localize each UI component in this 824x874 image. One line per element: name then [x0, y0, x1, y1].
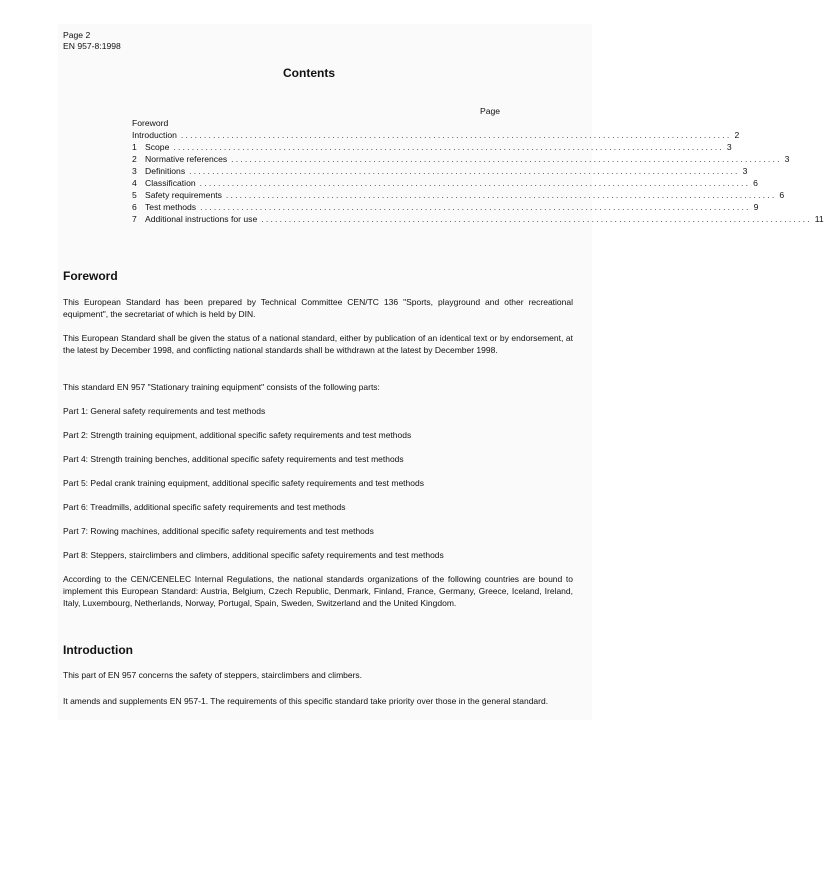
toc-entry[interactable] — [132, 153, 790, 165]
toc-entry-page: 6 — [779, 190, 785, 200]
toc-dot-leader: ........................................................................................................................ — [189, 166, 740, 176]
toc-entry-title: Normative references — [145, 154, 228, 164]
toc-entry[interactable] — [132, 189, 785, 201]
toc-page-label: Page — [480, 106, 501, 116]
toc-entry-page: 3 — [784, 154, 790, 164]
part-item: Part 5: Pedal crank training equipment, additional specific safety requirements and test methods — [63, 478, 424, 488]
toc-entry-number: 1 — [132, 142, 137, 152]
foreword-paragraph: This European Standard has been prepared by Technical Committee CEN/TC 136 "Sports, playground and other recreational equipment", the secretariat of which is held by DIN. — [63, 297, 573, 319]
introduction-heading: Introduction — [63, 643, 133, 657]
toc-entry-number: 6 — [132, 202, 137, 212]
toc-entry-number: 2 — [132, 154, 137, 164]
introduction-paragraph: This part of EN 957 concerns the safety of steppers, stairclimbers and climbers. — [63, 670, 363, 680]
foreword-paragraph: This standard EN 957 "Stationary training equipment" consists of the following parts: — [63, 382, 380, 392]
toc-entry-number: 3 — [132, 166, 137, 176]
toc-entry[interactable] — [132, 201, 759, 213]
toc-entry-page: 11 — [814, 214, 824, 224]
part-item: Part 7: Rowing machines, additional specific safety requirements and test methods — [63, 526, 374, 536]
part-item: Part 2: Strength training equipment, additional specific safety requirements and test methods — [63, 430, 412, 440]
toc-entry-number: 5 — [132, 190, 137, 200]
foreword-paragraph: This European Standard shall be given the status of a national standard, either by publication of an identical text or by endorsement, at the latest by December 1998, and conflicting national standards shall be withdrawn at the latest by December 1998. — [63, 333, 573, 355]
toc-dot-leader: ........................................................................................................................ — [225, 190, 777, 200]
toc-entry[interactable] — [132, 213, 824, 225]
toc-entry-number: 7 — [132, 214, 137, 224]
part-item: Part 1: General safety requirements and test methods — [63, 406, 266, 416]
foreword-paragraph: According to the CEN/CENELEC Internal Regulations, the national standards organizations of the following countries are bound to implement this European Standard: Austria, Belgium, Czech Republic, Denmark, Finland, France, Germany, Greece, Iceland, Ireland, Italy, Luxembourg, Netherlands, Norway, Portugal, Spain, Sweden, Switzerland and the United Kingdom. — [63, 574, 573, 608]
toc-dot-leader: ........................................................................................................................ — [200, 202, 751, 212]
toc-entry-title: Foreword — [132, 118, 169, 128]
contents-title: Contents — [283, 66, 335, 80]
part-item: Part 4: Strength training benches, additional specific safety requirements and test methods — [63, 454, 404, 464]
toc-entry-page: 6 — [753, 178, 758, 188]
toc-entry[interactable] — [132, 165, 748, 177]
toc-entry-title: Introduction — [132, 130, 177, 140]
toc-dot-leader: ........................................................................................................................ — [261, 214, 812, 224]
toc-entry[interactable] — [132, 177, 758, 189]
toc-entry-page: 2 — [734, 130, 740, 140]
part-item: Part 6: Treadmills, additional specific safety requirements and test methods — [63, 502, 346, 512]
toc-dot-leader: ........................................................................................................................ — [180, 130, 732, 140]
toc-entry-title: Additional instructions for use — [145, 214, 258, 224]
toc-dot-leader: ........................................................................................................................ — [231, 154, 782, 164]
standard-id: EN 957-8:1998 — [63, 41, 121, 51]
table-of-contents — [132, 117, 824, 225]
toc-entry-page: 3 — [726, 142, 732, 152]
page-number: Page 2 — [63, 30, 91, 40]
toc-entry[interactable] — [132, 129, 740, 141]
toc-dot-leader: ........................................................................................................................ — [199, 178, 751, 188]
toc-entry[interactable] — [132, 117, 488, 129]
toc-entry-title: Test methods — [145, 202, 197, 212]
toc-entry-page: 9 — [753, 202, 759, 212]
toc-entry-title: Safety requirements — [145, 190, 222, 200]
toc-entry-number: 4 — [132, 178, 137, 188]
toc-entry-title: Definitions — [145, 166, 186, 176]
toc-entry-page: 3 — [742, 166, 748, 176]
toc-entry-title: Classification — [145, 178, 196, 188]
toc-entry-title: Scope — [145, 142, 170, 152]
foreword-heading: Foreword — [63, 269, 118, 283]
toc-dot-leader: ........................................................................................................................ — [173, 142, 724, 152]
introduction-paragraph: It amends and supplements EN 957-1. The requirements of this specific standard take priority over those in the general standard. — [63, 696, 549, 706]
part-item: Part 8: Steppers, stairclimbers and climbers, additional specific safety requirements and test methods — [63, 550, 444, 560]
toc-entry[interactable] — [132, 141, 732, 153]
